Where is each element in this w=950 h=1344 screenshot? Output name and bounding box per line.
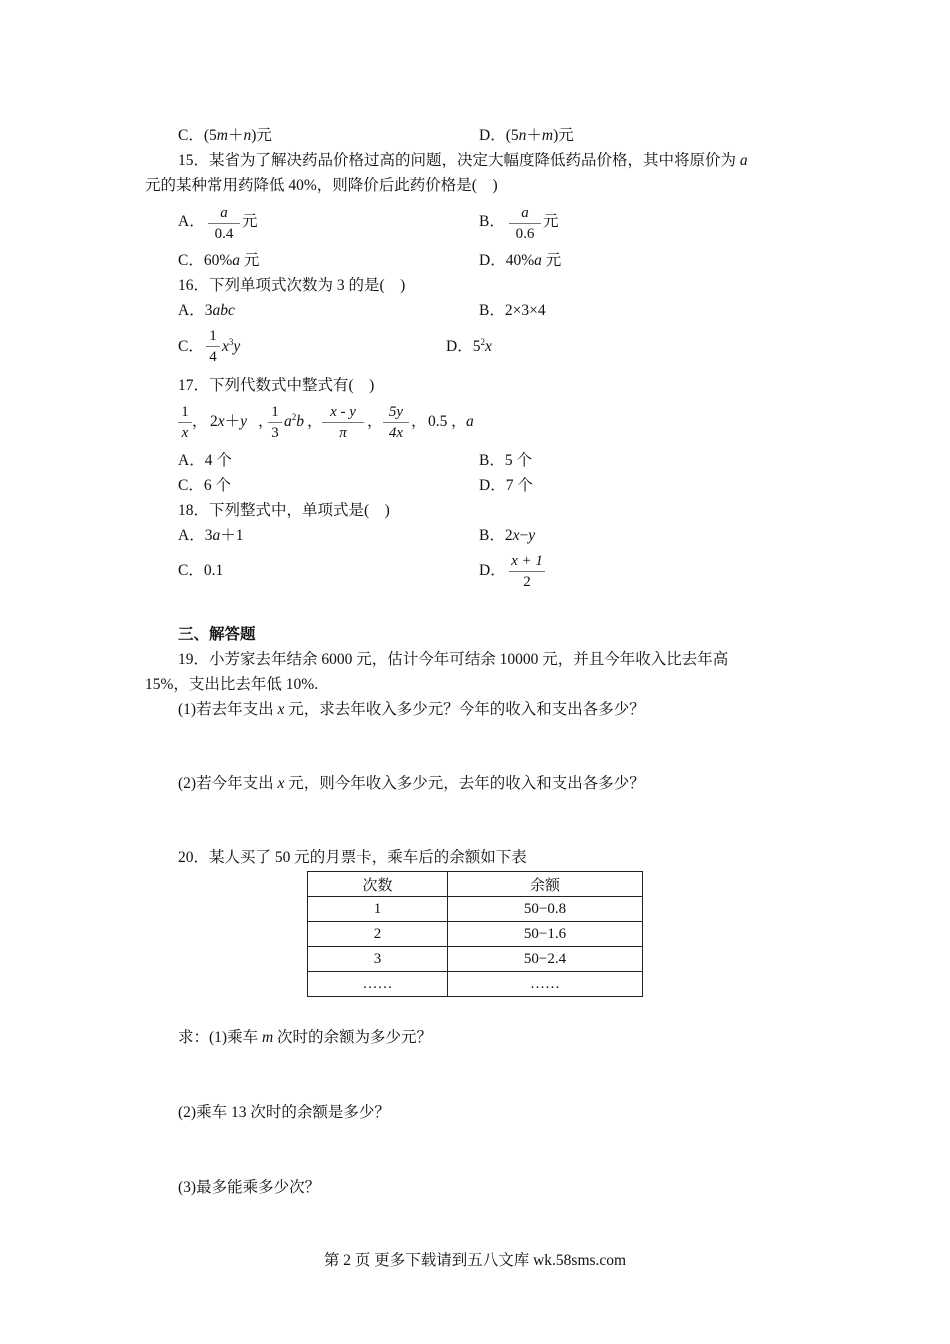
q18-option-d-label: D． — [479, 562, 506, 579]
q17-expr-2: 2x＋y — [210, 413, 248, 430]
q15-option-b-unit: 元 — [543, 213, 559, 230]
q17-sep: ， — [192, 413, 208, 430]
q14-option-c: C．(5m＋n)元 — [178, 127, 272, 144]
section-heading: 三、解答题 — [178, 626, 256, 643]
table-cell: 3 — [308, 947, 448, 972]
q18-option-c: C．0.1 — [178, 562, 224, 579]
q16-option-d: D．$5^2x$ — [446, 337, 492, 355]
q19-part-2: (2)若今年支出 x 元，则今年收入多少元，去年的收入和支出各多少？ — [178, 775, 645, 792]
q16-option-a: A．3abc — [178, 302, 235, 319]
q17-sep: ， — [451, 413, 467, 430]
table-cell: 1 — [308, 897, 448, 922]
q17-option-a: A．4 个 — [178, 452, 232, 469]
q17-expr-7: a — [466, 413, 474, 430]
table-cell: 50−0.8 — [447, 897, 642, 922]
q17-expr-1: 1 x — [178, 403, 192, 442]
q17-sep: ， — [307, 413, 323, 430]
q17-expr-4: x - y π — [322, 403, 364, 442]
q16-stem: 16．下列单项式次数为 3 的是( ) — [178, 277, 406, 294]
fare-table — [307, 871, 643, 997]
page-footer: 第 2 页 更多下载请到五八文库 wk.58sms.com — [323, 1252, 627, 1269]
table-cell: 50−2.4 — [447, 947, 642, 972]
q15-option-b-label: B． — [479, 213, 505, 230]
q19-stem-line1: 19．小芳家去年结余 6000 元，估计今年可结余 10000 元，并且今年收入比去年高 — [178, 651, 729, 668]
q20-part-3: (3)最多能乘多少次？ — [178, 1179, 321, 1196]
table-cell: 50−1.6 — [447, 922, 642, 947]
q17-option-d: D．7 个 — [479, 477, 533, 494]
q15-option-b-fraction: a 0.6 — [509, 204, 541, 243]
q17-sep: ， — [411, 413, 427, 430]
q17-expr-3-fraction: 1 3 — [268, 403, 282, 442]
q18-option-b: B．2x−y — [479, 527, 536, 544]
table-row — [308, 972, 643, 997]
q15-option-a-label: A． — [178, 213, 205, 230]
q15-option-d: D．40%a 元 — [479, 252, 562, 269]
q17-option-b: B．5 个 — [479, 452, 532, 469]
q15-stem-line2: 元的某种常用药降低 40%，则降价后此药价格是( ) — [145, 177, 498, 194]
table-cell: …… — [447, 972, 642, 997]
table-cell: 2 — [308, 922, 448, 947]
q15-option-a-fraction: a 0.4 — [208, 204, 240, 243]
q15-option-a-unit: 元 — [242, 213, 258, 230]
table-row — [308, 947, 643, 972]
table-row — [308, 922, 643, 947]
q17-expr-3-term: $a^2b$ — [284, 412, 304, 430]
q15-stem-line1: 15．某省为了解决药品价格过高的问题，决定大幅度降低药品价格，其中将原价为 a — [178, 152, 748, 169]
q14-option-d: D．(5n＋m)元 — [479, 127, 574, 144]
q19-part-1: (1)若去年支出 x 元，求去年收入多少元？今年的收入和支出各多少？ — [178, 701, 645, 718]
q18-option-a: A．3a＋1 — [178, 527, 244, 544]
q15-option-c: C．60%a 元 — [178, 252, 260, 269]
q17-expr-5: 5y 4x — [383, 403, 409, 442]
q20-stem: 20．某人买了 50 元的月票卡，乘车后的余额如下表 — [178, 849, 527, 866]
q16-option-c-term: $x^3y$ — [222, 337, 241, 355]
table-cell: …… — [308, 972, 448, 997]
table-header-cell: 余额 — [447, 872, 642, 897]
q16-option-b: B．2×3×4 — [479, 302, 546, 319]
q17-option-c: C．6 个 — [178, 477, 231, 494]
q17-expr-6: 0.5 — [428, 413, 448, 430]
q19-stem-line2: 15%，支出比去年低 10%. — [145, 676, 319, 693]
q16-option-c-label: C． — [178, 338, 204, 355]
q17-stem: 17．下列代数式中整式有( ) — [178, 377, 375, 394]
q17-sep: ， — [367, 413, 383, 430]
q16-option-c-fraction: 1 4 — [206, 327, 220, 366]
q18-stem: 18．下列整式中，单项式是( ) — [178, 502, 390, 519]
table-row — [308, 897, 643, 922]
q17-sep: ， — [258, 413, 274, 430]
q20-part-1: 求：(1)乘车 m 次时的余额为多少元？ — [178, 1029, 433, 1046]
table-header-cell: 次数 — [308, 872, 448, 897]
q20-part-2: (2)乘车 13 次时的余额是多少？ — [178, 1104, 390, 1121]
q18-option-d-fraction: x + 1 2 — [509, 552, 545, 591]
table-header-row — [308, 872, 643, 897]
